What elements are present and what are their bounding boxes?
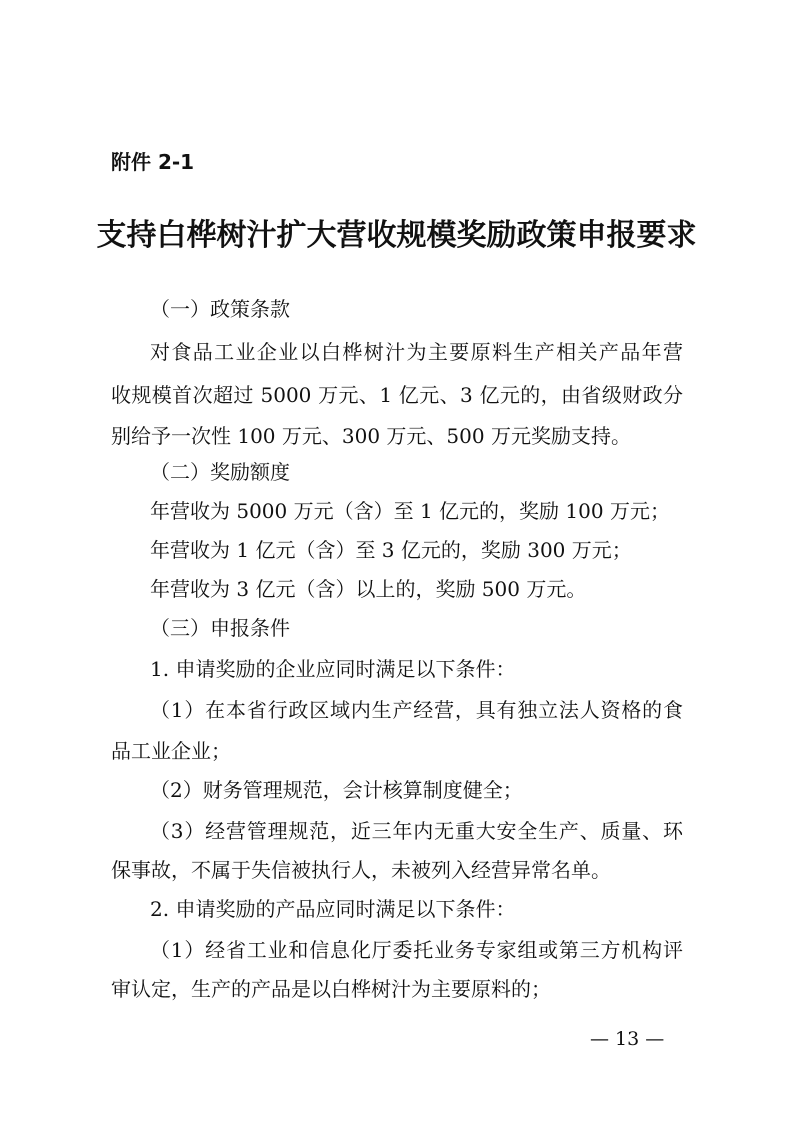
document-title: 支持白桦树汁扩大营收规模奖励政策申报要求: [96, 218, 697, 253]
enterprise-condition-1: （1）在本省行政区域内生产经营，具有独立法人资格的食: [150, 698, 683, 722]
product-intro: 2. 申请奖励的产品应同时满足以下条件：: [150, 897, 516, 921]
enterprise-condition-2: （2）财务管理规范，会计核算制度健全；: [150, 778, 523, 802]
attachment-label: 附件 2-1: [111, 150, 195, 174]
amount-line: 年营收为 1 亿元（含）至 3 亿元的，奖励 300 万元；: [150, 538, 632, 562]
enterprise-condition-3-continued: 保事故，不属于失信被执行人，未被列入经营异常名单。: [111, 858, 611, 882]
policy-line: 收规模首次超过 5000 万元、1 亿元、3 亿元的，由省级财政分: [111, 383, 683, 407]
enterprise-intro: 1. 申请奖励的企业应同时满足以下条件：: [150, 657, 516, 681]
page-number: — 13 —: [590, 1028, 665, 1050]
product-condition-1-continued: 审认定，生产的产品是以白桦树汁为主要原料的；: [111, 977, 551, 1001]
enterprise-condition-3: （3）经营管理规范，近三年内无重大安全生产、质量、环: [150, 819, 683, 843]
policy-heading: （一）政策条款: [150, 297, 290, 321]
amount-line: 年营收为 5000 万元（含）至 1 亿元的，奖励 100 万元；: [150, 499, 670, 523]
enterprise-condition-1-continued: 品工业企业；: [111, 739, 231, 763]
product-condition-1: （1）经省工业和信息化厅委托业务专家组或第三方机构评: [150, 938, 683, 962]
policy-line: 对食品工业企业以白桦树汁为主要原料生产相关产品年营: [150, 340, 683, 364]
policy-line: 别给予一次性 100 万元、300 万元、500 万元奖励支持。: [111, 424, 631, 448]
conditions-heading: （三）申报条件: [150, 616, 290, 640]
amount-heading: （二）奖励额度: [150, 460, 290, 484]
amount-line: 年营收为 3 亿元（含）以上的，奖励 500 万元。: [150, 577, 587, 601]
